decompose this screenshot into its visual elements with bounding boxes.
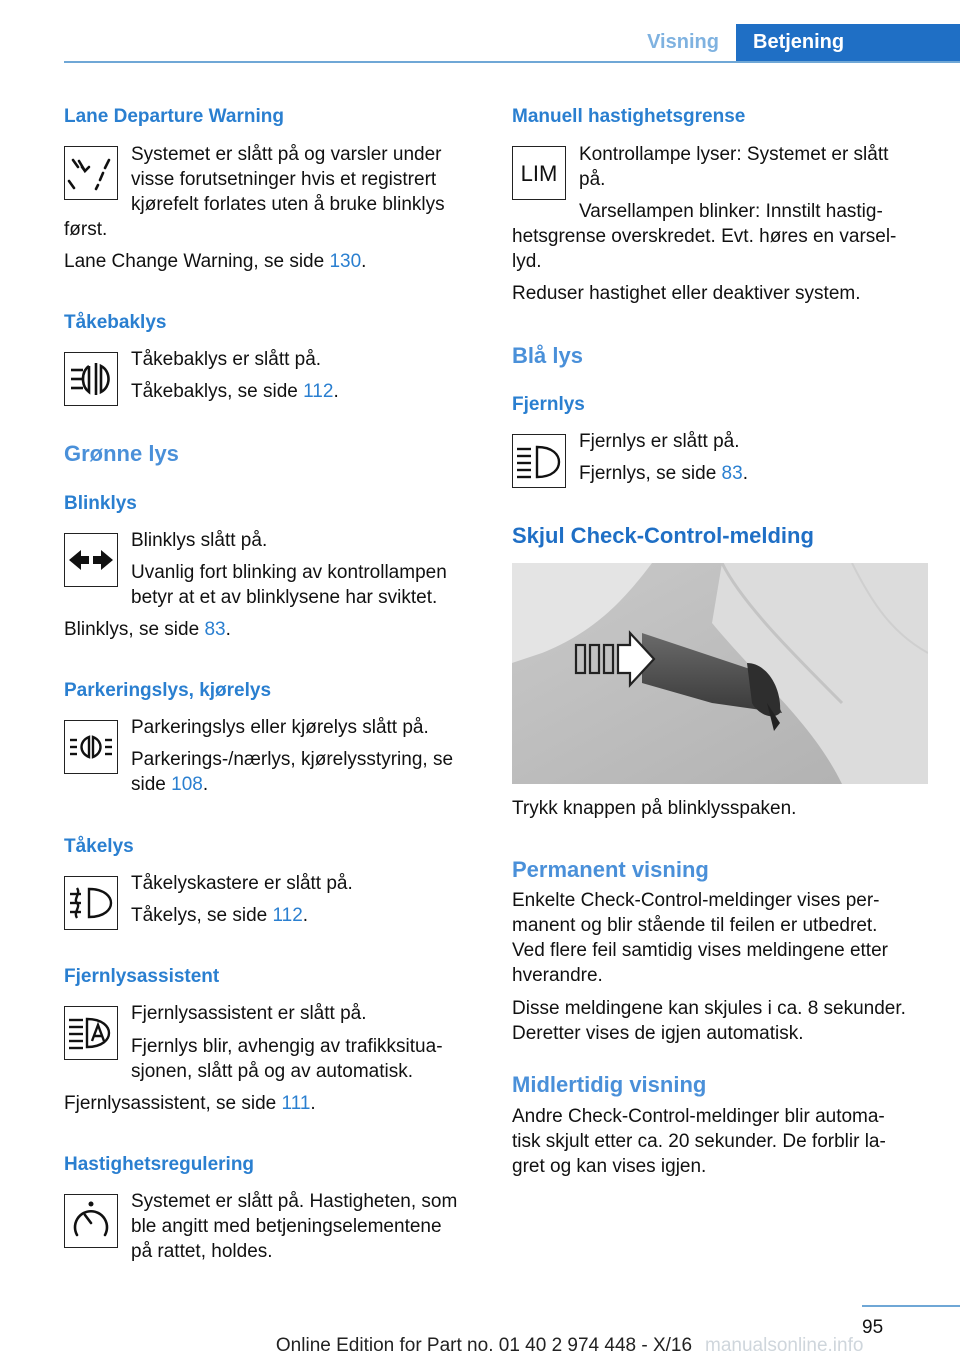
limit-text-line: på. xyxy=(579,169,606,190)
heading-high-beam: Fjernlys xyxy=(512,394,585,415)
cruise-control-icon xyxy=(64,1194,118,1248)
parking-reference: side 108. xyxy=(131,774,209,795)
parking-reference: Parkerings-/nærlys, kjørelysstyring, se xyxy=(131,749,454,770)
page-link[interactable]: 111 xyxy=(281,1093,311,1114)
cruise-text-line: ble angitt med betjeningselementene xyxy=(131,1216,442,1237)
hba-reference: Fjernlysassistent, se side 111. xyxy=(64,1093,316,1114)
svg-text:LIM: LIM xyxy=(520,161,558,186)
page-link[interactable]: 83 xyxy=(204,619,226,640)
permanent-text-line: Enkelte Check-Control-meldinger vises per- xyxy=(512,890,880,911)
front-fog-light-icon xyxy=(64,876,118,930)
heading-parking-lights: Parkeringslys, kjørelys xyxy=(64,680,272,701)
turn-signal-text2: betyr at et av blinklysene har sviktet. xyxy=(131,587,438,608)
temporary-text-line: tisk skjult etter ca. 20 sekunder. De forblir la- xyxy=(512,1131,886,1152)
limit-text2-line: Varsellampen blinker: Innstilt hastig- xyxy=(579,201,883,222)
high-beam-reference: Fjernlys, se side 83. xyxy=(579,463,748,484)
heading-turn-signal: Blinklys xyxy=(64,493,137,514)
turn-signal-icon xyxy=(64,533,118,587)
ldw-text-line: først. xyxy=(64,219,108,240)
footer-rule xyxy=(862,1305,960,1307)
hba-text2: Fjernlys blir, avhengig av trafikksitua- xyxy=(131,1036,443,1057)
speed-limit-lim-icon xyxy=(512,146,566,200)
page-link[interactable]: 112 xyxy=(303,381,334,402)
page-link[interactable]: 112 xyxy=(272,905,303,926)
permanent-text-line: manent og blir stående til feilen er utbedret. xyxy=(512,915,878,936)
ldw-text-line: kjørefelt forlates uten å bruke blinklys xyxy=(131,194,445,215)
temporary-text-line: gret og kan vises igjen. xyxy=(512,1156,707,1177)
hide-caption: Trykk knappen på blinklysspaken. xyxy=(512,798,797,819)
header-rule xyxy=(64,61,960,63)
limit-text2-line: lyd. xyxy=(512,251,542,272)
rear-fog-light-icon xyxy=(64,352,118,406)
heading-rear-fog: Tåkebaklys xyxy=(64,312,167,333)
ldw-reference: Lane Change Warning, se side 130. xyxy=(64,251,367,272)
lane-departure-icon xyxy=(64,146,118,200)
permanent-text-line: Deretter vises de igjen automatisk. xyxy=(512,1023,804,1044)
page-link[interactable]: 108 xyxy=(171,774,203,795)
heading-manual-speed-limit: Manuell hastighetsgrense xyxy=(512,106,746,127)
ldw-text-line: visse forutsetninger hvis et registrert xyxy=(131,169,437,190)
fog-text: Tåkelyskastere er slått på. xyxy=(131,873,353,894)
heading-hide-check-control: Skjul Check-Control-melding xyxy=(512,523,814,548)
limit-text-line: Kontrollampe lyser: Systemet er slått xyxy=(579,144,889,165)
parking-light-icon xyxy=(64,720,118,774)
ldw-text-line: Systemet er slått på og varsler under xyxy=(131,144,442,165)
page-number: 95 xyxy=(862,1317,884,1338)
footer-edition: Online Edition for Part no. 01 40 2 974 448 - X/16 xyxy=(275,1335,693,1356)
hba-text: Fjernlysassistent er slått på. xyxy=(131,1003,367,1024)
heading-green-lights: Grønne lys xyxy=(64,441,179,466)
high-beam-text: Fjernlys er slått på. xyxy=(579,431,740,452)
turn-signal-text: Blinklys slått på. xyxy=(131,530,268,551)
heading-permanent-display: Permanent visning xyxy=(512,857,709,882)
hba-text2: sjonen, slått på og av automatisk. xyxy=(131,1061,413,1082)
heading-cruise-control: Hastighetsregulering xyxy=(64,1154,255,1175)
permanent-text-line: hverandre. xyxy=(512,965,603,986)
heading-high-beam-assistant: Fjernlysassistent xyxy=(64,966,220,987)
heading-fog-lights: Tåkelys xyxy=(64,836,134,857)
page-link[interactable]: 130 xyxy=(329,251,362,272)
page-link[interactable]: 83 xyxy=(721,463,743,484)
heading-lane-departure-warning: Lane Departure Warning xyxy=(64,106,284,127)
cruise-text-line: på rattet, holdes. xyxy=(131,1241,273,1262)
permanent-text-line: Ved flere feil samtidig vises meldingene etter xyxy=(512,940,888,961)
fog-reference: Tåkelys, se side 112. xyxy=(131,905,309,926)
rear-fog-text: Tåkebaklys er slått på. xyxy=(131,349,322,370)
rear-fog-reference: Tåkebaklys, se side 112. xyxy=(131,381,339,402)
turn-signal-stalk-illustration xyxy=(512,563,928,784)
watermark: manualsonline.info xyxy=(705,1335,864,1356)
cruise-text-line: Systemet er slått på. Hastigheten, som xyxy=(131,1191,458,1212)
parking-text: Parkeringslys eller kjørelys slått på. xyxy=(131,717,429,738)
tab-betjening[interactable]: Betjening xyxy=(736,24,960,61)
turn-signal-reference: Blinklys, se side 83. xyxy=(64,619,231,640)
limit-text2-line: hetsgrense overskredet. Evt. høres en varsel- xyxy=(512,226,897,247)
limit-text3: Reduser hastighet eller deaktiver system. xyxy=(512,283,861,304)
tab-visning[interactable]: Visning xyxy=(647,31,719,53)
heading-temporary-display: Midlertidig visning xyxy=(512,1072,707,1097)
turn-signal-text2: Uvanlig fort blinking av kontrollampen xyxy=(131,562,447,583)
heading-blue-lights: Blå lys xyxy=(512,343,583,368)
permanent-text-line: Disse meldingene kan skjules i ca. 8 sekunder. xyxy=(512,998,906,1019)
temporary-text-line: Andre Check-Control-meldinger blir automa- xyxy=(512,1106,885,1127)
high-beam-assistant-icon xyxy=(64,1006,118,1060)
high-beam-icon xyxy=(512,434,566,488)
